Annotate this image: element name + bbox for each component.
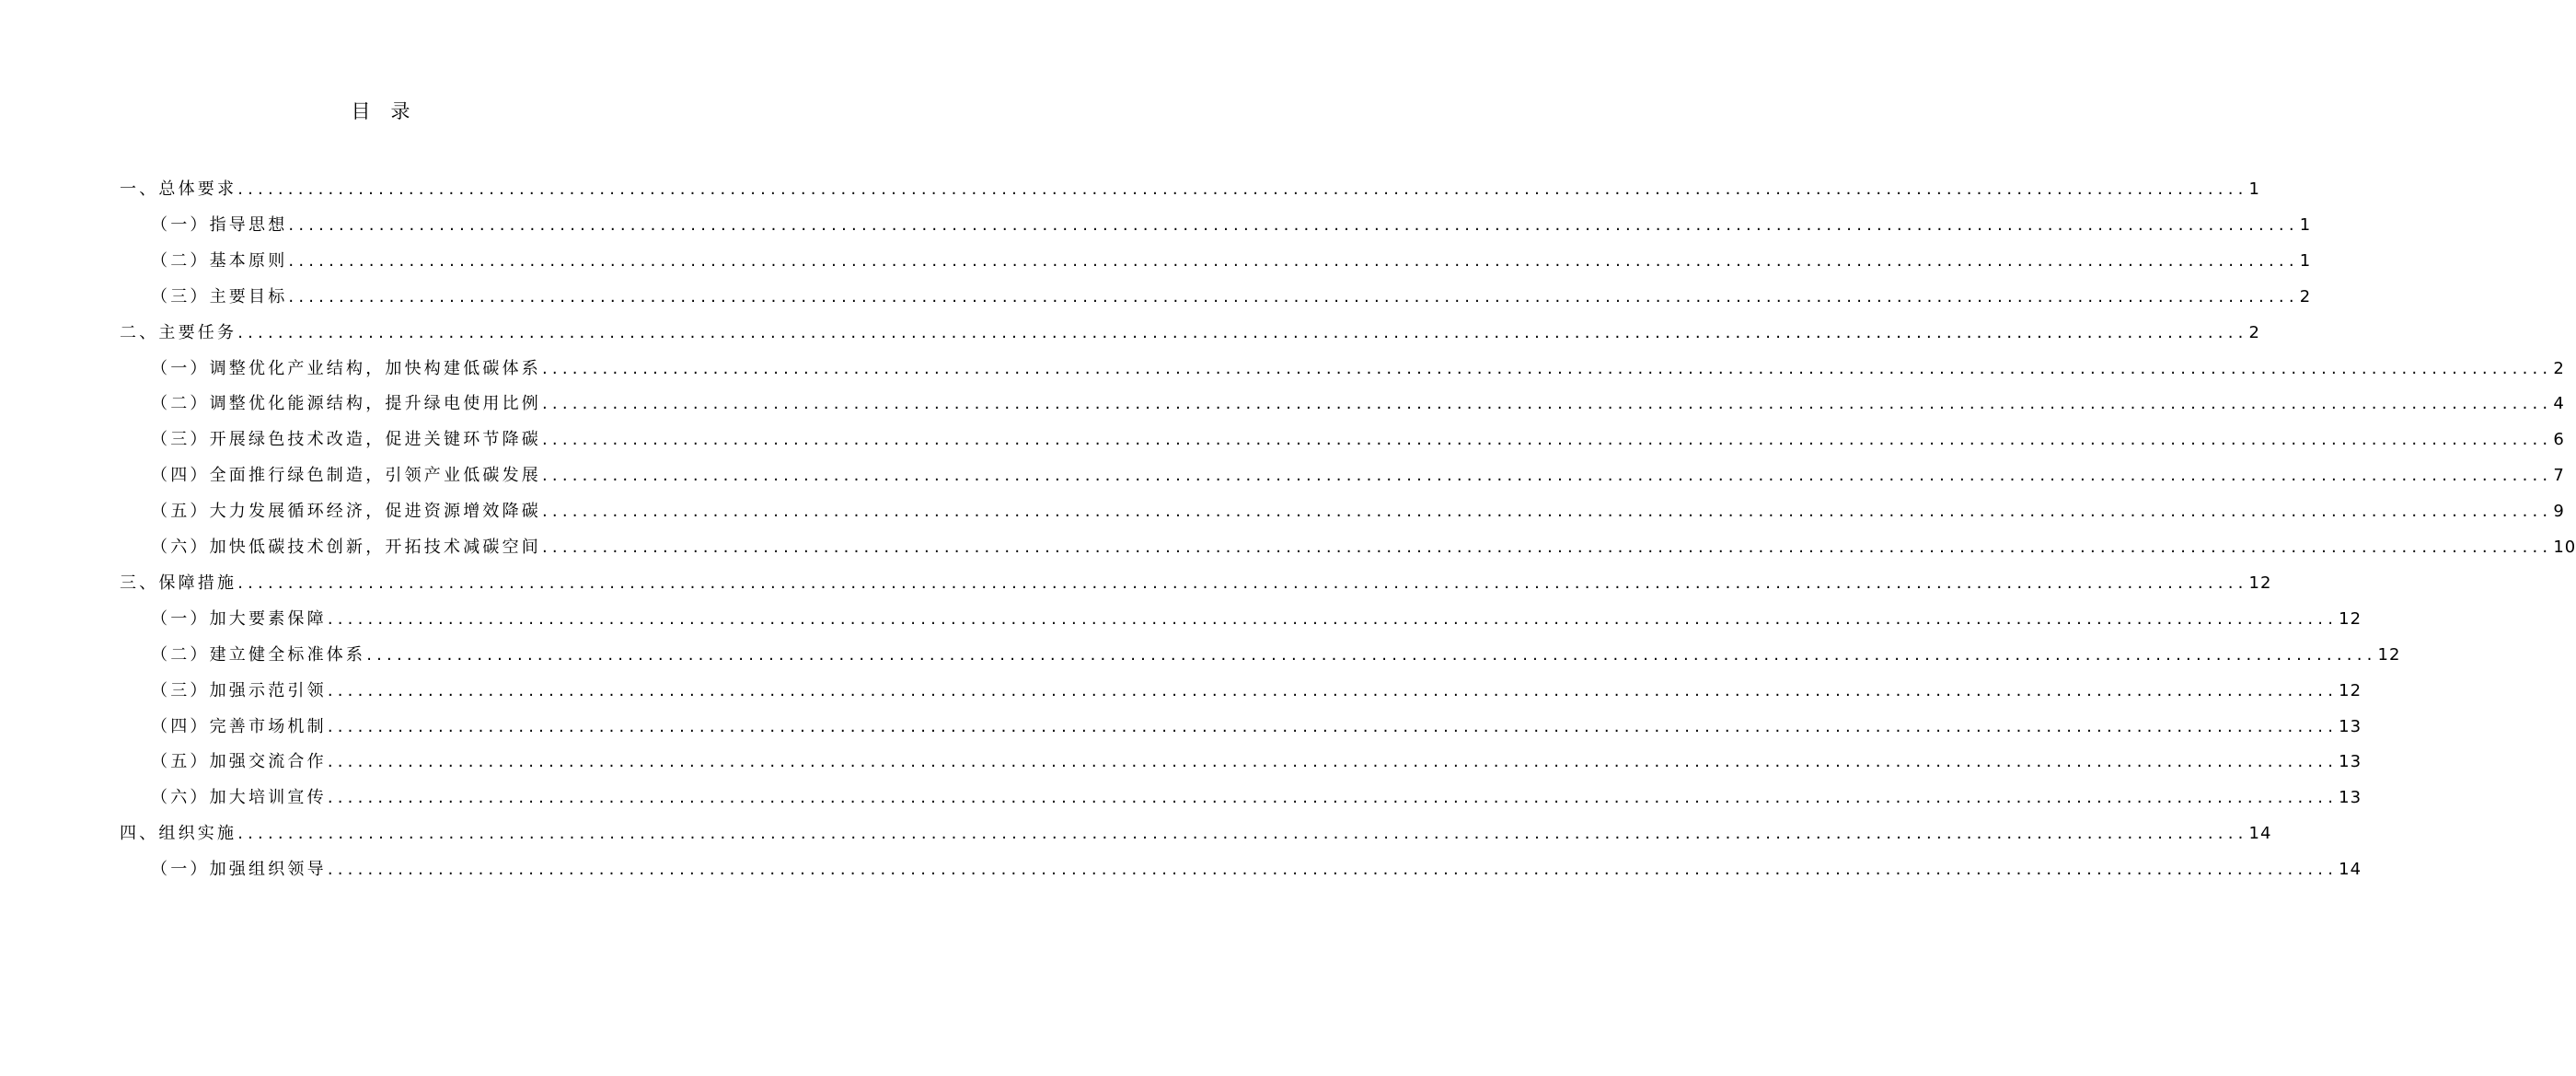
toc-entry-page-number: 2 [2248, 322, 2260, 342]
toc-dot-leader: ........................................................................................................................................................................................................ [327, 608, 2339, 629]
toc-entry-page-number: 1 [2248, 179, 2260, 199]
toc-entry-page-number: 13 [2339, 716, 2362, 736]
toc-entry-label: 三、保障措施 [120, 573, 237, 593]
toc-entry-page-number: 7 [2553, 466, 2565, 486]
toc-dot-leader: ........................................................................................................................................................................................................ [542, 430, 2553, 450]
toc-entry[interactable] [151, 458, 2565, 493]
toc-dot-leader: ........................................................................................................................................................................................................ [327, 716, 2339, 736]
toc-entry[interactable] [151, 710, 2362, 745]
toc-entry[interactable] [151, 674, 2362, 709]
toc-entry[interactable] [151, 602, 2362, 637]
toc-entry[interactable] [151, 422, 2565, 457]
toc-entry-page-number: 12 [2377, 644, 2401, 665]
toc-entry[interactable] [151, 494, 2565, 529]
toc-entry-page-number: 14 [2339, 860, 2362, 880]
toc-dot-leader: ........................................................................................................................................................................................................ [237, 573, 2248, 593]
toc-entry-label: （一）加大要素保障 [151, 608, 327, 629]
toc-title: 目录 [351, 100, 431, 122]
toc-entry-page-number: 13 [2339, 752, 2362, 772]
toc-entry-page-number: 9 [2553, 502, 2565, 522]
toc-dot-leader: ........................................................................................................................................................................................................ [366, 644, 2377, 665]
toc-entry-label: （四）全面推行绿色制造，引领产业低碳发展 [151, 466, 541, 486]
toc-entry-page-number: 14 [2248, 824, 2272, 844]
toc-entry-page-number: 13 [2339, 788, 2362, 808]
toc-entry[interactable] [120, 172, 2260, 207]
toc-entry-page-number: 12 [2248, 573, 2272, 593]
toc-entry-label: 一、总体要求 [120, 179, 237, 199]
toc-dot-leader: ........................................................................................................................................................................................................ [542, 502, 2553, 522]
toc-dot-leader: ........................................................................................................................................................................................................ [327, 752, 2339, 772]
toc-dot-leader: ........................................................................................................................................................................................................ [327, 860, 2339, 880]
toc-entry[interactable] [120, 316, 2260, 351]
toc-entry-label: （五）大力发展循环经济，促进资源增效降碳 [151, 502, 541, 522]
toc-entry-label: （三）主要目标 [151, 286, 288, 307]
toc-entry-page-number: 1 [2299, 214, 2312, 235]
toc-entry[interactable] [151, 280, 2312, 315]
toc-entry[interactable] [151, 208, 2312, 243]
toc-entry-label: （三）开展绿色技术改造，促进关键环节降碳 [151, 430, 541, 450]
toc-entry-label: （一）指导思想 [151, 214, 288, 235]
toc-dot-leader: ........................................................................................................................................................................................................ [237, 322, 2248, 342]
toc-entry-label: （一）加强组织领导 [151, 860, 327, 880]
toc-dot-leader: ........................................................................................................................................................................................................ [288, 286, 2299, 307]
toc-entry-label: （二）调整优化能源结构，提升绿电使用比例 [151, 394, 541, 414]
toc-entry-label: 二、主要任务 [120, 322, 237, 342]
toc-dot-leader: ........................................................................................................................................................................................................ [288, 250, 2299, 271]
toc-entry-label: 四、组织实施 [120, 824, 237, 844]
toc-entry-label: （三）加强示范引领 [151, 680, 327, 700]
toc-entry[interactable] [120, 816, 2272, 851]
toc-entry[interactable] [151, 387, 2565, 422]
toc-entry-label: （四）完善市场机制 [151, 716, 327, 736]
toc-dot-leader: ........................................................................................................................................................................................................ [237, 179, 2248, 199]
toc-entry-label: （五）加强交流合作 [151, 752, 327, 772]
toc-entry-page-number: 2 [2553, 358, 2565, 378]
toc-entry[interactable] [151, 852, 2362, 887]
toc-dot-leader: ........................................................................................................................................................................................................ [237, 824, 2248, 844]
toc-entry[interactable] [151, 781, 2362, 816]
toc-entry-page-number: 4 [2553, 394, 2565, 414]
toc-dot-leader: ........................................................................................................................................................................................................ [542, 394, 2553, 414]
toc-entry-page-number: 12 [2339, 608, 2362, 629]
toc-entry-label: （六）加快低碳技术创新，开拓技术减碳空间 [151, 538, 541, 557]
toc-dot-leader: ........................................................................................................................................................................................................ [327, 788, 2339, 808]
toc-entry-page-number: 1 [2299, 250, 2312, 271]
toc-entry-page-number: 12 [2339, 680, 2362, 700]
toc-entry[interactable] [151, 530, 2576, 565]
toc-dot-leader: ........................................................................................................................................................................................................ [542, 466, 2553, 486]
toc-entry-label: （二）基本原则 [151, 250, 288, 271]
toc-entry-page-number: 2 [2299, 286, 2312, 307]
toc-dot-leader: ........................................................................................................................................................................................................ [327, 680, 2339, 700]
toc-entry[interactable] [151, 745, 2362, 780]
toc-entry[interactable] [151, 352, 2565, 387]
toc-entry-label: （六）加大培训宣传 [151, 788, 327, 808]
toc-entry-page-number: 10 [2553, 538, 2576, 557]
toc-entry-label: （二）建立健全标准体系 [151, 644, 366, 665]
toc-entry[interactable] [151, 244, 2312, 279]
toc-dot-leader: ........................................................................................................................................................................................................ [542, 538, 2553, 557]
toc-entry[interactable] [151, 638, 2401, 673]
toc-entry-page-number: 6 [2553, 430, 2565, 450]
toc-entry-label: （一）调整优化产业结构，加快构建低碳体系 [151, 358, 541, 378]
toc-dot-leader: ........................................................................................................................................................................................................ [288, 214, 2299, 235]
toc-entry[interactable] [120, 566, 2272, 601]
toc-dot-leader: ........................................................................................................................................................................................................ [542, 358, 2553, 378]
